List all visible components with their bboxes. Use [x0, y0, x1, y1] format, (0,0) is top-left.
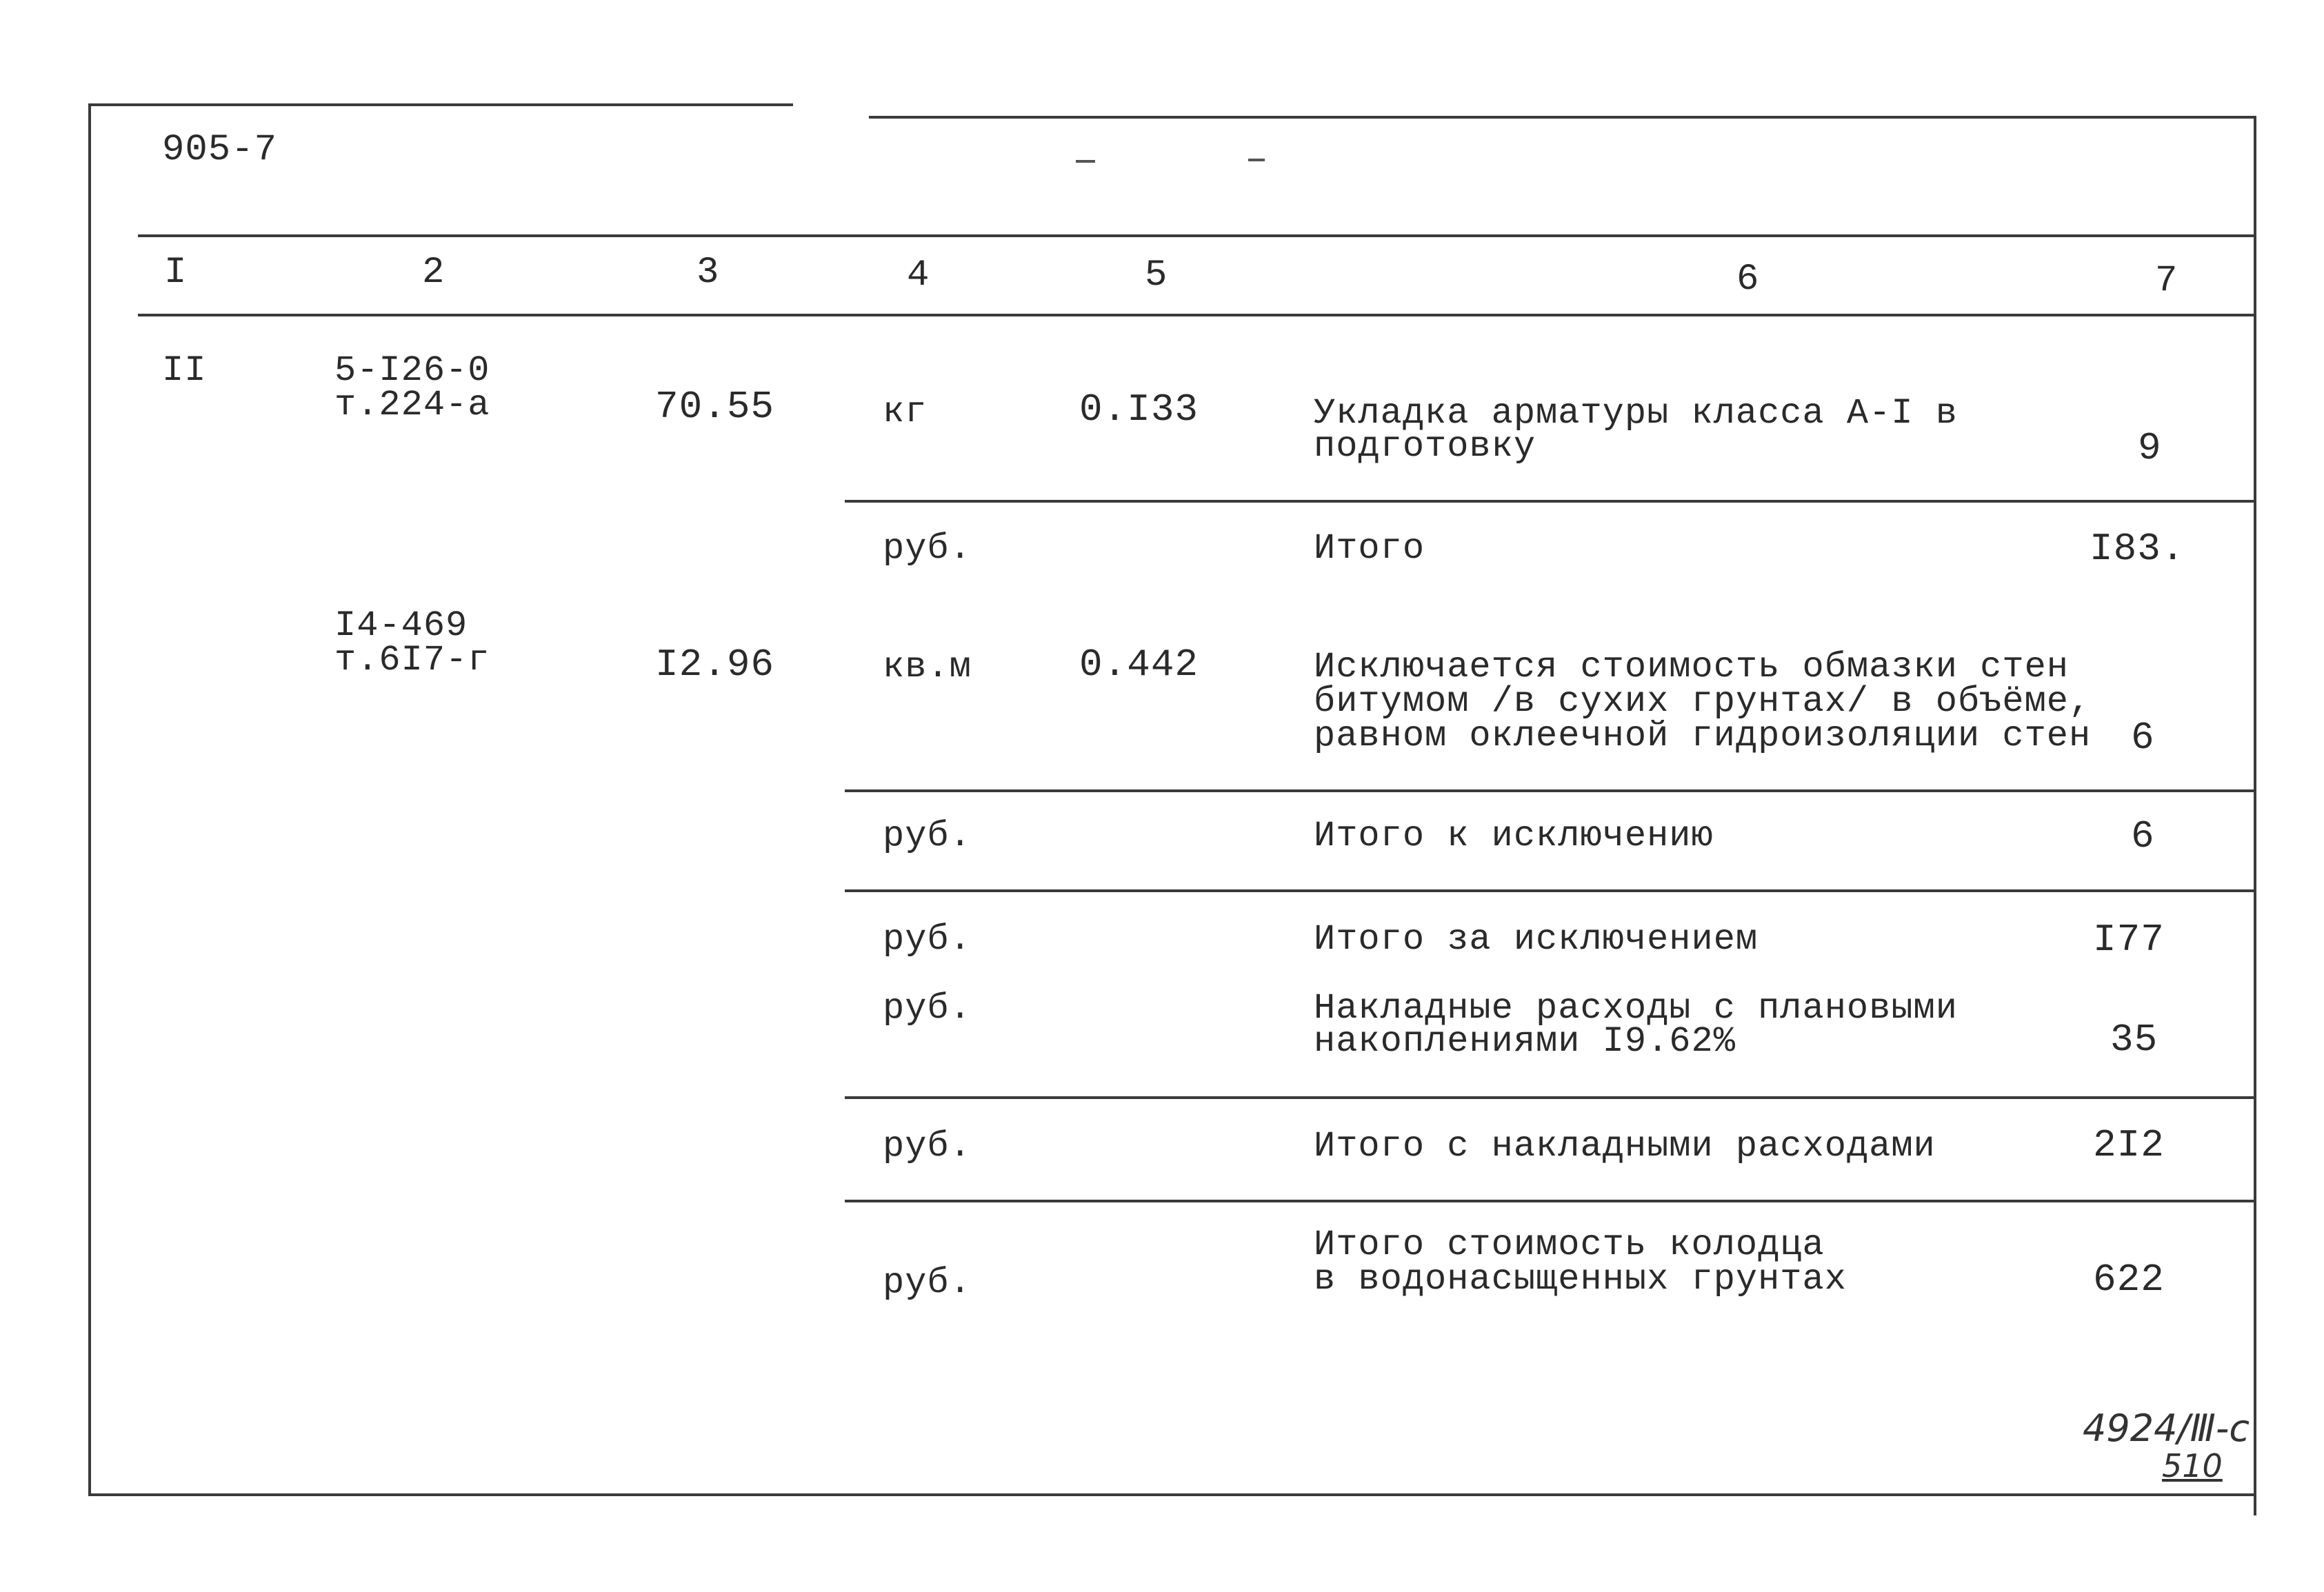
row-6-unit: руб. — [883, 988, 972, 1029]
column-header-4: 4 — [907, 254, 930, 296]
top-mark-2 — [1248, 159, 1265, 161]
row-2-description: Итого — [1314, 528, 1425, 569]
row-rule-4 — [845, 1096, 2256, 1099]
row-3-description-line2: битумом /в сухих грунтах/ в объёме, — [1314, 681, 2092, 722]
row-rule-2 — [845, 789, 2256, 792]
row-8-description-line2: в водонасыщенных грунтах — [1314, 1259, 1847, 1300]
row-4-unit: руб. — [883, 816, 972, 856]
row-5-amount: I77 — [2093, 918, 2165, 962]
row-3-description-line3: равном оклеечной гидроизоляции стен — [1314, 716, 2092, 756]
sheet-number-main: 4924/Ⅲ-с — [2083, 1407, 2250, 1450]
header-rule-top — [138, 234, 2256, 237]
row-3-code-line2: т.6I7-г — [334, 640, 490, 681]
row-3-description-line1: Исключается стоимость обмазки стен — [1314, 647, 2069, 687]
column-header-3: 3 — [697, 252, 720, 294]
row-1-code-line1: 5-I26-0 — [334, 350, 490, 391]
column-header-7: 7 — [2155, 260, 2178, 302]
row-5-description: Итого за исключением — [1314, 919, 1759, 960]
row-3-code-line1: I4-469 — [334, 605, 468, 646]
row-rule-1 — [845, 500, 2256, 503]
sheet-number — [2083, 1407, 2250, 1484]
row-3-price: I2.96 — [655, 643, 775, 687]
bottom-border — [88, 1493, 2254, 1496]
row-4-amount: 6 — [2131, 814, 2155, 858]
row-6-description-line1: Накладные расходы с плановыми — [1314, 988, 1958, 1029]
row-8-amount: 622 — [2093, 1258, 2165, 1302]
top-border-right — [869, 116, 2255, 119]
row-2-unit: руб. — [883, 528, 972, 569]
row-1-price: 70.55 — [655, 385, 775, 429]
row-3-unit: кв.м — [883, 647, 972, 687]
row-7-description: Итого с накладными расходами — [1314, 1126, 1936, 1167]
row-1-amount: 9 — [2138, 426, 2162, 470]
row-8-unit: руб. — [883, 1262, 972, 1303]
row-7-amount: 2I2 — [2093, 1123, 2165, 1167]
row-7-unit: руб. — [883, 1126, 972, 1167]
column-header-1: I — [164, 252, 188, 294]
row-3-quantity: 0.442 — [1079, 643, 1199, 687]
row-1-code-line2: т.224-а — [334, 385, 490, 425]
row-rule-3 — [845, 889, 2256, 892]
document-code: 905-7 — [162, 129, 278, 171]
row-1-unit: кг — [883, 392, 928, 432]
column-header-5: 5 — [1145, 254, 1168, 296]
column-header-6: 6 — [1736, 259, 1760, 301]
column-header-2: 2 — [422, 252, 445, 294]
row-1-quantity: 0.I33 — [1079, 387, 1199, 432]
sheet-number-sub: 510 — [2162, 1447, 2223, 1484]
row-2-amount: I83. — [2090, 527, 2185, 571]
top-mark-1 — [1076, 160, 1095, 163]
left-border — [88, 103, 91, 1496]
right-border — [2254, 116, 2256, 1515]
row-6-description-line2: накоплениями I9.62% — [1314, 1021, 1736, 1062]
row-1-description-line1: Укладка арматуры класса А-I в — [1314, 393, 1958, 434]
header-rule-bottom — [138, 314, 2256, 316]
row-8-description-line1: Итого стоимость колодца — [1314, 1225, 1825, 1265]
row-1-description-line2: подготовку — [1314, 426, 1536, 467]
row-1-position: II — [162, 350, 207, 391]
row-rule-5 — [845, 1200, 2256, 1202]
row-5-unit: руб. — [883, 919, 972, 960]
row-4-description: Итого к исключению — [1314, 816, 1714, 856]
row-6-amount: 35 — [2110, 1018, 2158, 1062]
row-3-amount: 6 — [2131, 716, 2155, 760]
top-border-left — [90, 103, 793, 106]
